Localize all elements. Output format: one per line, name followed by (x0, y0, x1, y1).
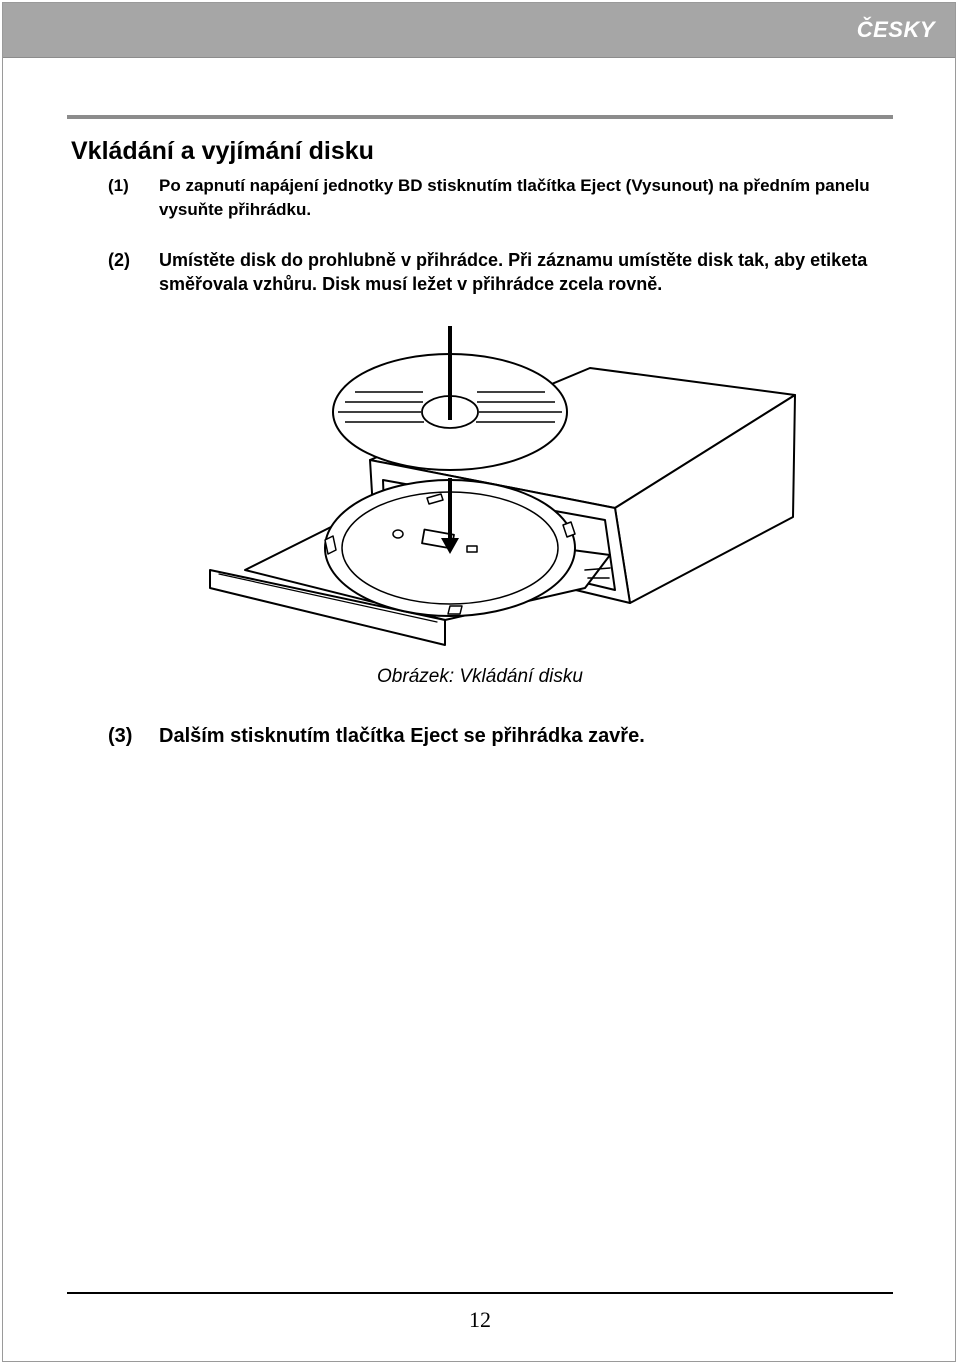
language-label: ČESKY (856, 17, 935, 42)
footer-divider (67, 1292, 893, 1294)
step-number: (1) (108, 176, 129, 195)
step-number: (2) (108, 250, 130, 270)
page-number: 12 (469, 1307, 491, 1332)
section-title: Vkládání a vyjímání disku (71, 137, 374, 165)
disc-insertion-illustration (205, 320, 805, 660)
header-bar (3, 3, 955, 58)
step-number: (3) (108, 725, 133, 747)
step-text: Umístěte disk do prohlubně v přihrádce. Při záznamu umístěte disk tak, aby etiketa směřovala vzhůru. Disk musí ležet v přihrádce zcela rovně. (159, 250, 868, 294)
figure-caption: Obrázek: Vkládání disku (377, 666, 583, 687)
step-text: Dalším stisknutím tlačítka Eject se přihrádka zavře. (159, 725, 645, 747)
step-text: Po zapnutí napájení jednotky BD stisknutím tlačítka Eject (Vysunout) na předním panelu vysuňte přihrádku. (159, 176, 870, 219)
top-divider (67, 115, 893, 119)
